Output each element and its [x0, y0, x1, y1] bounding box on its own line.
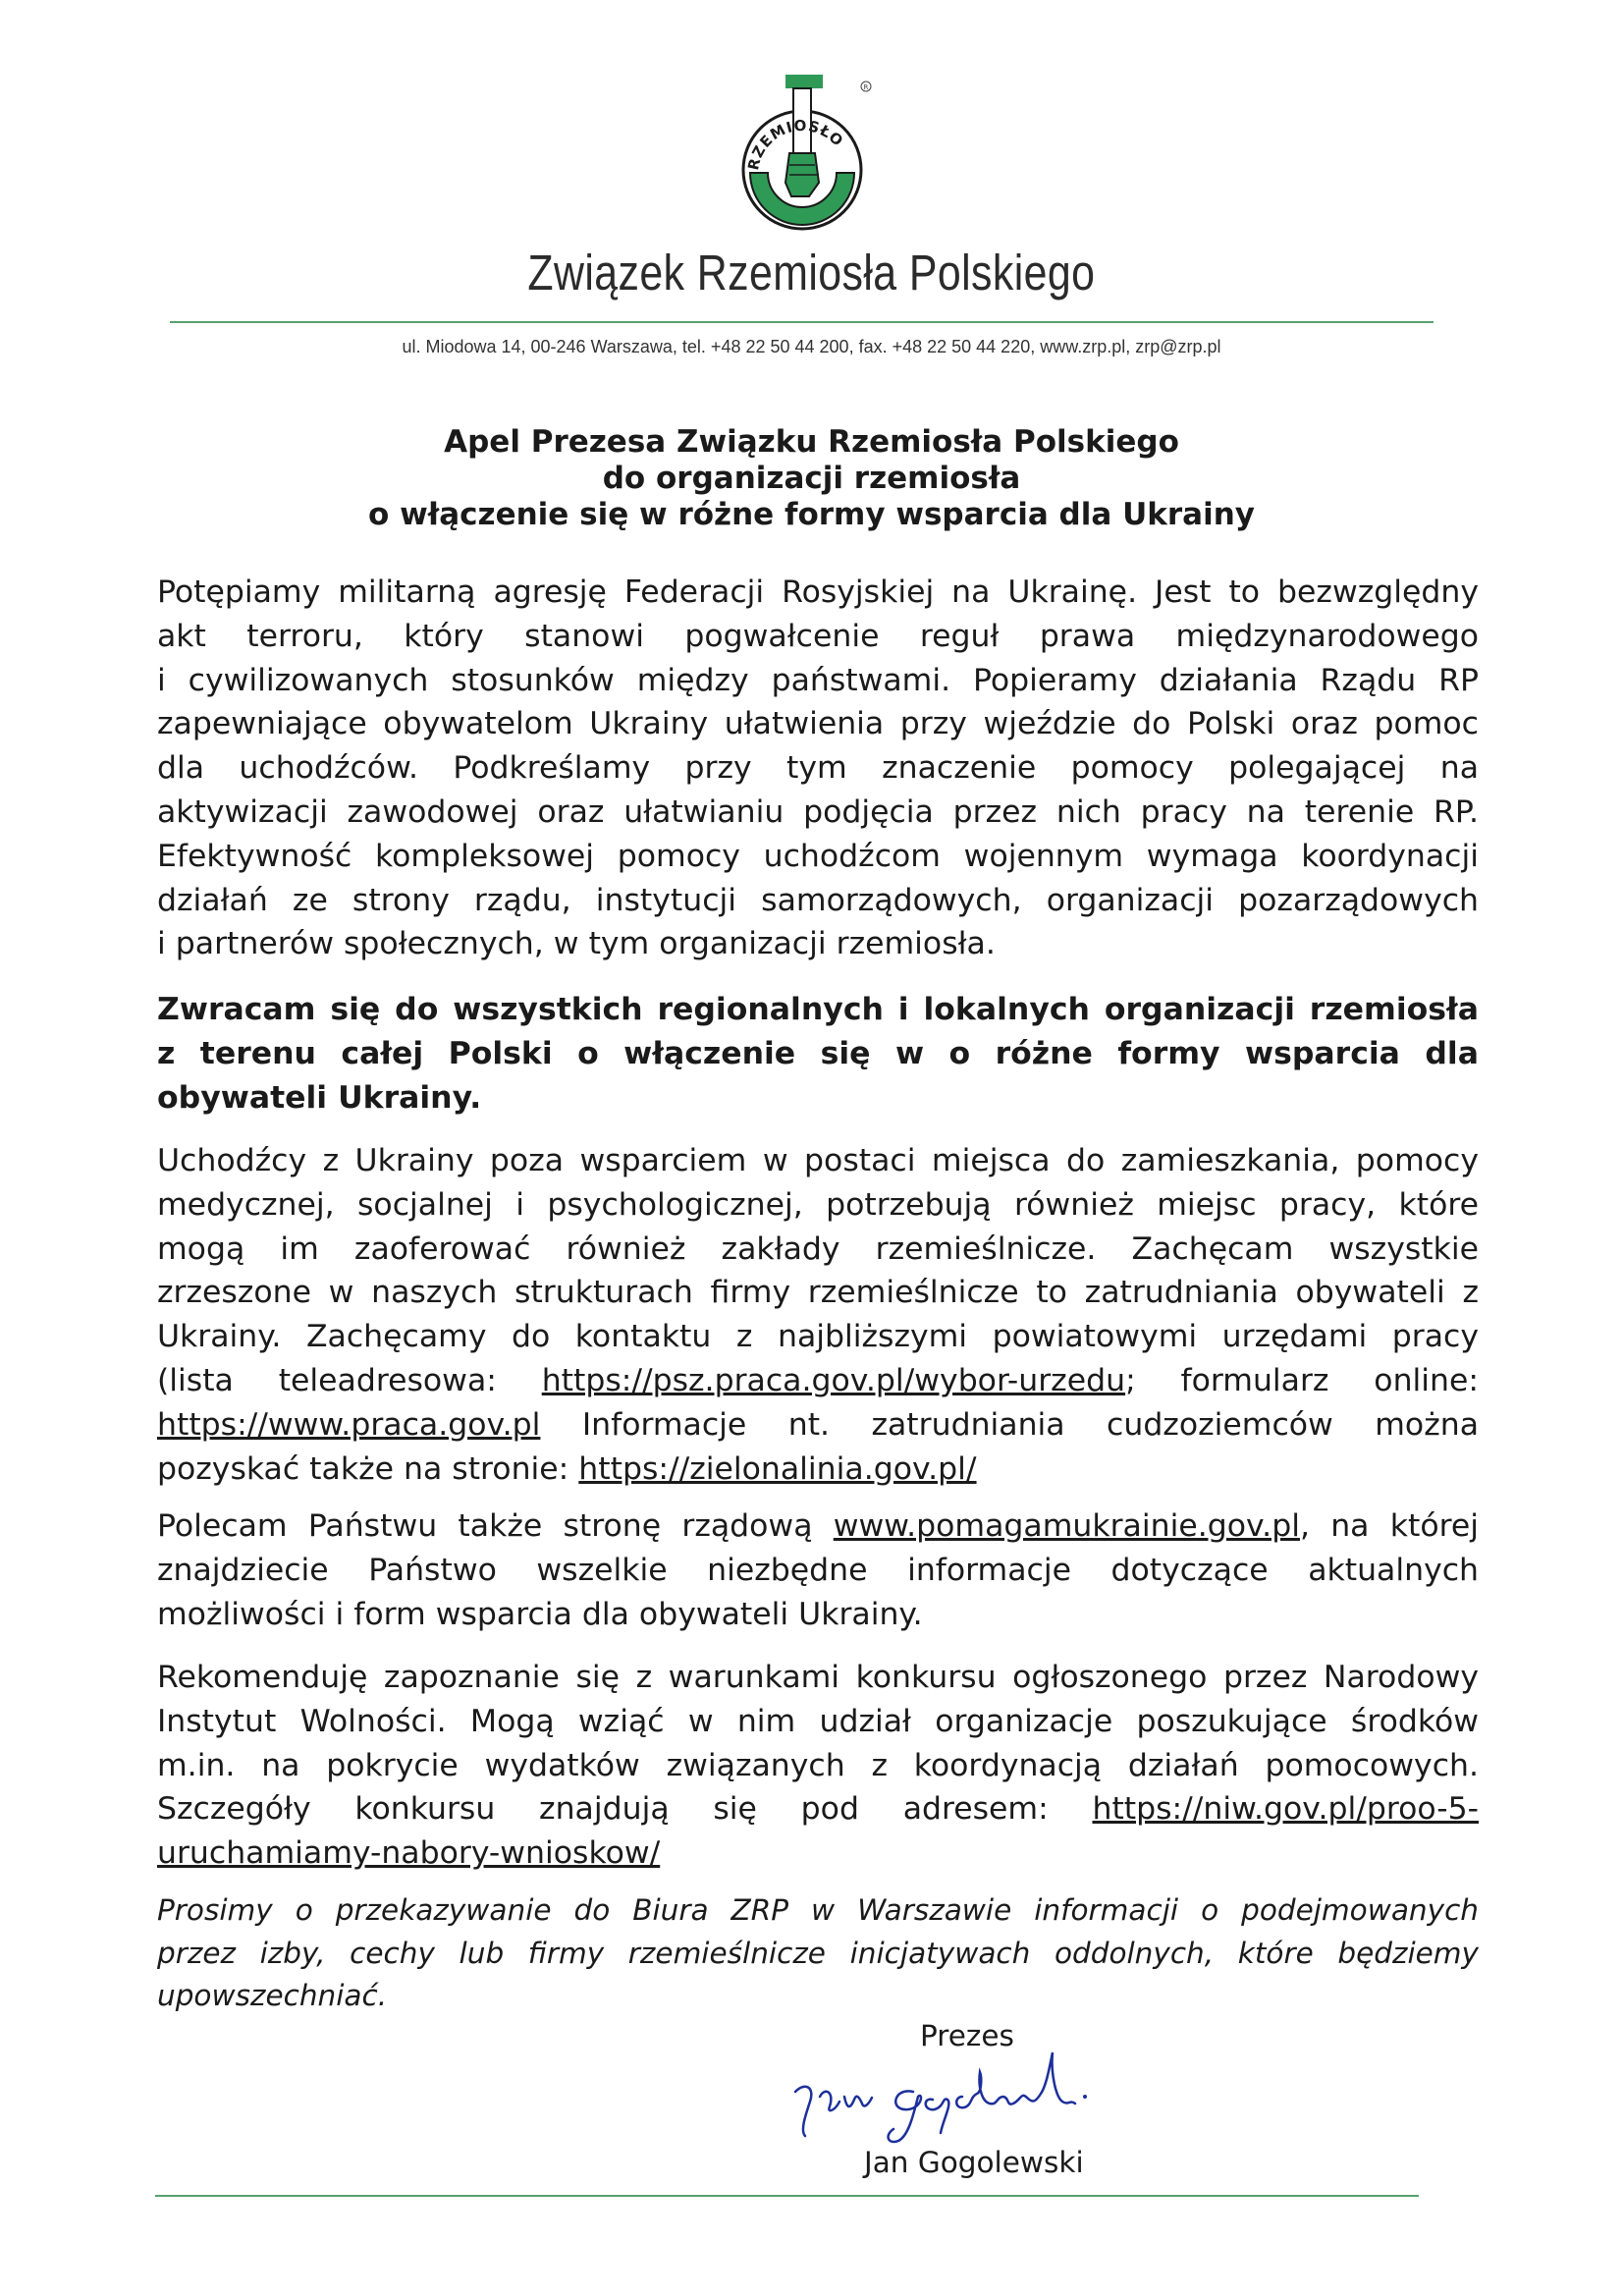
text-line: Instytut Wolności. Mogą wziąć w nim udział organizacje poszukujące środków — [157, 1703, 1479, 1739]
svg-text:RZEMIOSŁO: RZEMIOSŁO — [744, 116, 847, 172]
text-line: Rekomenduję zapoznanie się z warunkami konkursu ogłoszonego przez Narodowy — [157, 1660, 1479, 1695]
svg-text:R: R — [863, 83, 869, 91]
text-line: Potępiamy militarną agresję Federacji Rosyjskiej na Ukrainę. Jest to bezwzględny — [157, 574, 1479, 610]
praca-gov-link[interactable]: https://www.praca.gov.pl — [157, 1406, 541, 1443]
text-line: możliwości i form wsparcia dla obywateli Ukrainy. — [157, 1596, 923, 1632]
footer-divider — [155, 2195, 1419, 2197]
title-line-3: o włączenie się w różne formy wsparcia dla Ukrainy — [368, 497, 1255, 532]
text-line — [157, 1359, 1479, 1403]
paragraph-request — [157, 1889, 1479, 2018]
text-line: z terenu całej Polski o włączenie się w o różne formy wsparcia dla — [157, 1035, 1479, 1071]
text-line: Zwracam się do wszystkich regionalnych i lokalnych organizacji rzemiosła — [157, 992, 1479, 1027]
text-line: zrzeszone w naszych strukturach firmy rzemieślnicze to zatrudniania obywateli z — [157, 1275, 1479, 1311]
zielonalinia-link[interactable]: https://zielonalinia.gov.pl/ — [578, 1450, 977, 1487]
text-line: upowszechniać. — [157, 1979, 388, 2012]
text-line: i cywilizowanych stosunków między państwami. Popieramy działania Rządu RP — [157, 662, 1479, 698]
organization-address: ul. Miodowa 14, 00-246 Warszawa, tel. +48 22 50 44 200, fax. +48 22 50 44 220, www.zrp.pl, zrp@zrp.pl — [402, 337, 1221, 356]
text-line: Efektywność kompleksowej pomocy uchodźcom wojennym wymaga koordynacji — [157, 838, 1479, 874]
text-line — [157, 1448, 1479, 1492]
text-fragment: , na której — [1299, 1508, 1479, 1544]
text-fragment: ; formularz online: — [1125, 1362, 1479, 1398]
text-line: i partnerów społecznych, w tym organizacji rzemiosła. — [157, 926, 996, 962]
text-fragment: Polecam Państwu także stronę rządową — [157, 1508, 834, 1544]
text-line: znajdziecie Państwo wszelkie niezbędne informacje dotyczące aktualnych — [157, 1552, 1479, 1588]
paragraph-competition — [157, 1656, 1479, 1876]
text-fragment: Informacje nt. zatrudniania cudzoziemców można — [540, 1406, 1479, 1443]
niw-link[interactable]: https://niw.gov.pl/proo-5- — [1092, 1791, 1479, 1828]
text-line: akt terroru, który stanowi pogwałcenie reguł prawa międzynarodowego — [157, 618, 1479, 654]
niw-link-continued[interactable]: uruchamiamy-nabory-wnioskow/ — [157, 1835, 661, 1872]
text-line: aktywizacji zawodowej oraz ułatwianiu podjęcia przez nich pracy na terenie RP. — [157, 793, 1479, 830]
paragraph-employment — [157, 1139, 1479, 1491]
organization-name: Związek Rzemiosła Polskiego — [527, 245, 1096, 301]
text-line — [157, 1787, 1479, 1831]
header-divider — [170, 321, 1434, 323]
signer-name: Jan Gogolewski — [864, 2146, 1084, 2179]
text-fragment: pozyskać także na stronie: — [157, 1450, 579, 1487]
title-line-2: do organizacji rzemiosła — [602, 461, 1021, 496]
text-line — [157, 1403, 1479, 1448]
paragraph-appeal — [157, 988, 1479, 1120]
paragraph-condemnation — [157, 571, 1479, 966]
text-line: obywateli Ukrainy. — [157, 1079, 482, 1116]
text-line: przez izby, cechy lub firmy rzemieślnicze inicjatywach oddolnych, które będziemy — [157, 1936, 1479, 1970]
title-line-1: Apel Prezesa Związku Rzemiosła Polskiego — [444, 424, 1179, 460]
text-fragment: Szczegóły konkursu znajdują się pod adresem: — [157, 1791, 1093, 1828]
rzemioslo-logo — [729, 67, 876, 244]
text-line: medycznej, socjalnej i psychologicznej, potrzebują również miejsc pracy, które — [157, 1186, 1479, 1223]
text-line: zapewniające obywatelom Ukrainy ułatwienia przy wjeździe do Polski oraz pomoc — [157, 706, 1479, 742]
text-line — [157, 1831, 1479, 1876]
text-line: mogą im zaoferować również zakłady rzemieślnicze. Zachęcam wszystkie — [157, 1230, 1479, 1267]
text-fragment: (lista teleadresowa: — [157, 1362, 542, 1398]
text-line: dla uchodźców. Podkreślamy przy tym znaczenie pomocy polegającej na — [157, 750, 1479, 787]
paragraph-government-site — [157, 1504, 1479, 1636]
document-title — [0, 424, 1623, 533]
text-line: działań ze strony rządu, instytucji samorządowych, organizacji pozarządowych — [157, 882, 1479, 918]
text-line — [157, 1504, 1479, 1549]
text-line: Prosimy o przekazywanie do Biura ZRP w Warszawie informacji o podejmowanych — [157, 1893, 1479, 1927]
text-line: m.in. na pokrycie wydatków związanych z koordynacją działań pomocowych. — [157, 1747, 1479, 1783]
handwritten-signature — [776, 2043, 1168, 2151]
psz-praca-link[interactable]: https://psz.praca.gov.pl/wybor-urzedu — [541, 1362, 1126, 1398]
text-line: Uchodźcy z Ukrainy poza wsparciem w postaci miejsca do zamieszkania, pomocy — [157, 1143, 1479, 1178]
signer-role: Prezes — [920, 2019, 1014, 2052]
text-line: Ukrainy. Zachęcamy do kontaktu z najbliższymi powiatowymi urzędami pracy — [157, 1319, 1479, 1355]
pomagamukrainie-link[interactable]: www.pomagamukrainie.gov.pl — [833, 1508, 1300, 1544]
